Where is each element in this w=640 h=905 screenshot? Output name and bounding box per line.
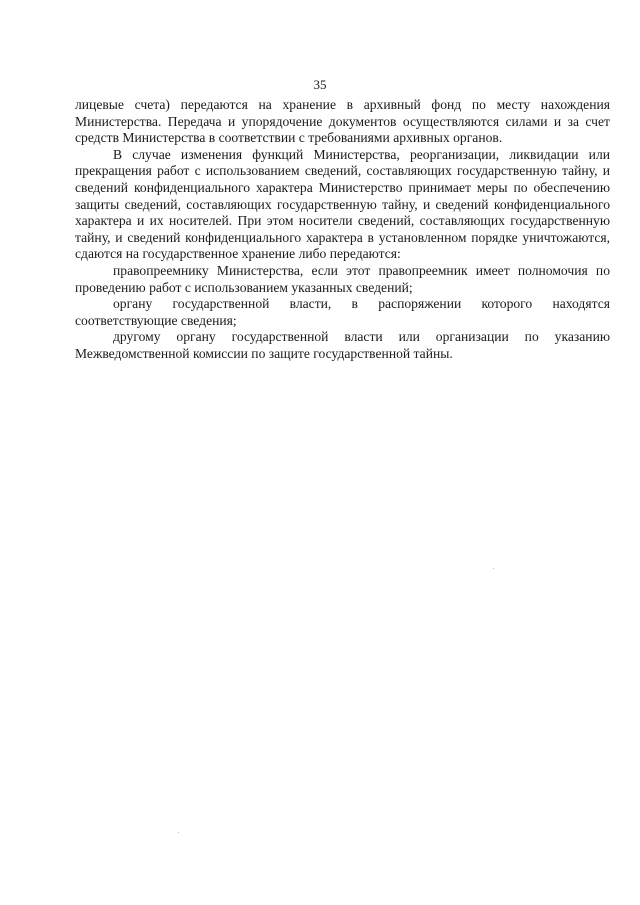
paragraph-continuation: лицевые счета) передаются на хранение в архивный фонд по месту нахождения Министерства. Передача и упорядочение документов осуществляются силами и за счет средств Министерства в соответствии с требованиями архивных органов.	[75, 97, 610, 146]
paragraph-reorganization: В случае изменения функций Министерства, реорганизации, ликвидации или прекращения работ с использованием сведений, составляющих государственную тайну, и сведений конфиденциального характера Министерство принимает меры по обеспечению защиты сведений, составляющих государственную тайну, и сведений конфиденциального характера и их носителей. При этом носители сведений, составляющих государственную тайну, и сведений конфиденциального характера в установленном порядке уничтожаются, сдаются на государственное хранение либо передаются:	[75, 146, 610, 262]
page-number: 35	[313, 77, 327, 92]
paragraph-state-authority: органу государственной власти, в распоряжении которого находятся соответствующие сведения;	[75, 296, 610, 328]
document-body	[75, 97, 610, 363]
paragraph-other-authority: другому органу государственной власти или организации по указанию Межведомственной комиссии по защите государственной тайны.	[75, 329, 610, 361]
scan-speck	[493, 568, 494, 569]
paragraph-successor: правопреемнику Министерства, если этот правопреемник имеет полномочия по проведению работ с использованием указанных сведений;	[75, 262, 610, 295]
scan-speck	[178, 832, 179, 833]
